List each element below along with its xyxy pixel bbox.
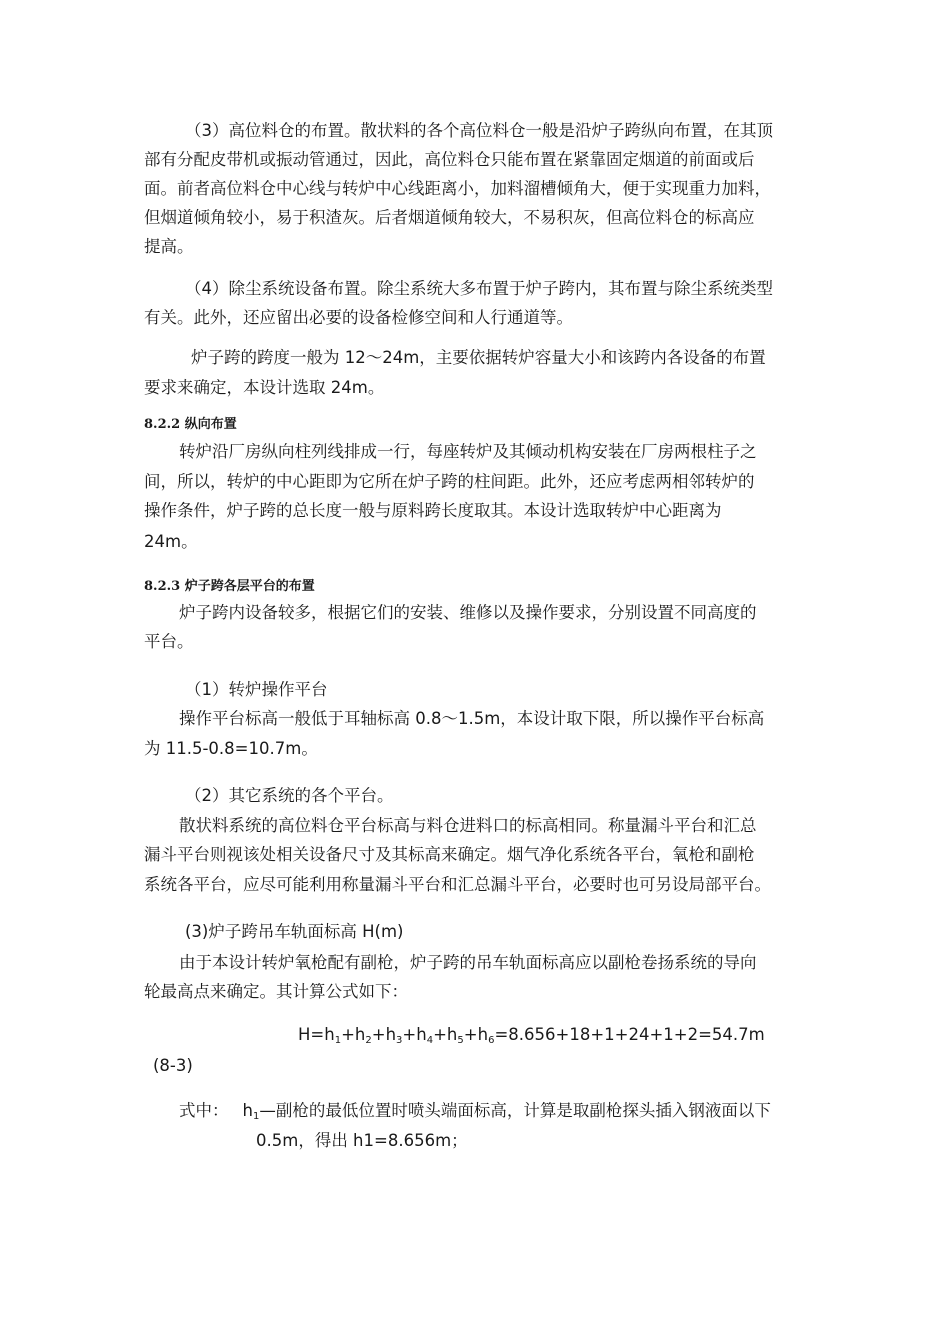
subheading-other-platforms: （2）其它系统的各个平台。 xyxy=(185,786,394,805)
para5-line-1: 炉子跨内设备较多，根据它们的安装、维修以及操作要求，分别设置不同高度的 xyxy=(179,603,757,622)
para4-line-1: 转炉沿厂房纵向柱列线排成一行，每座转炉及其倾动机构安装在厂房两根柱子之 xyxy=(179,442,757,461)
where-line-1: 式中： $h_1—$副枪的最低位置时喷头端面标高，计算是取副枪探头插入钢液面以下 xyxy=(179,1101,771,1122)
formula-number: (8-3) xyxy=(153,1056,193,1075)
formula: $H=h_1+h_2+h_3+h_4+h_5+h_6=8.656+18+1+24+1+2=54.7m$ xyxy=(298,1025,765,1046)
subheading-operation-platform: （1）转炉操作平台 xyxy=(185,680,328,699)
subheading-crane-rail: (3)炉子跨吊车轨面标高 H(m) xyxy=(185,922,404,941)
para3-line-2: 要求来确定，本设计选取 24m。 xyxy=(144,378,385,397)
para6-line-2: 为 11.5-0.8=10.7m。 xyxy=(144,739,318,758)
where-text-1: —副枪的最低位置时喷头端面标高，计算是取副枪探头插入钢液面以下 xyxy=(259,1101,771,1120)
para2-line-2: 有关。此外，还应留出必要的设备检修空间和人行通道等。 xyxy=(144,308,573,327)
para1-line-4: 但烟道倾角较小，易于积渣灰。后者烟道倾角较大，不易积灰，但高位料仓的标高应 xyxy=(144,208,755,227)
para2-line-1: （4）除尘系统设备布置。除尘系统大多布置于炉子跨内，其布置与除尘系统类型 xyxy=(185,279,773,298)
para1-line-5: 提高。 xyxy=(144,237,194,256)
para4-line-3: 操作条件，炉子跨的总长度一般与原料跨长度取其。本设计选取转炉中心距离为 xyxy=(144,501,722,520)
para8-line-1: 由于本设计转炉氧枪配有副枪，炉子跨的吊车轨面标高应以副枪卷扬系统的导向 xyxy=(179,953,757,972)
para4-line-4: 24m。 xyxy=(144,532,198,551)
where-label: 式中： xyxy=(179,1101,229,1120)
para1-line-2: 部有分配皮带机或振动管通过，因此，高位料仓只能布置在紧靠固定烟道的前面或后 xyxy=(144,150,755,169)
section-heading-8-2-3: 8.2.3 炉子跨各层平台的布置 xyxy=(144,579,315,594)
para7-line-1: 散状料系统的高位料仓平台标高与料仓进料口的标高相同。称量漏斗平台和汇总 xyxy=(179,816,757,835)
para8-line-2: 轮最高点来确定。其计算公式如下： xyxy=(144,982,408,1001)
para5-line-2: 平台。 xyxy=(144,632,194,651)
para7-line-2: 漏斗平台则视该处相关设备尺寸及其标高来确定。烟气净化系统各平台，氧枪和副枪 xyxy=(144,845,755,864)
formula-rhs: =8.656+18+1+24+1+2=54.7m xyxy=(494,1025,765,1044)
formula-lhs: H= xyxy=(298,1025,325,1044)
para6-line-1: 操作平台标高一般低于耳轴标高 0.8～1.5m，本设计取下限，所以操作平台标高 xyxy=(179,709,765,728)
where-line-2: 0.5m，得出 h1=8.656m； xyxy=(256,1131,468,1150)
para1-line-3: 面。前者高位料仓中心线与转炉中心线距离小，加料溜槽倾角大，便于实现重力加料， xyxy=(144,179,771,198)
section-heading-8-2-2: 8.2.2 纵向布置 xyxy=(144,417,237,432)
para1-line-1: （3）高位料仓的布置。散状料的各个高位料仓一般是沿炉子跨纵向布置，在其顶 xyxy=(185,121,773,140)
para7-line-3: 系统各平台，应尽可能利用称量漏斗平台和汇总漏斗平台，必要时也可另设局部平台。 xyxy=(144,875,771,894)
para3-line-1: 炉子跨的跨度一般为 12～24m，主要依据转炉容量大小和该跨内各设备的布置 xyxy=(191,348,766,367)
para4-line-2: 间，所以，转炉的中心距即为它所在炉子跨的柱间距。此外，还应考虑两相邻转炉的 xyxy=(144,472,755,491)
